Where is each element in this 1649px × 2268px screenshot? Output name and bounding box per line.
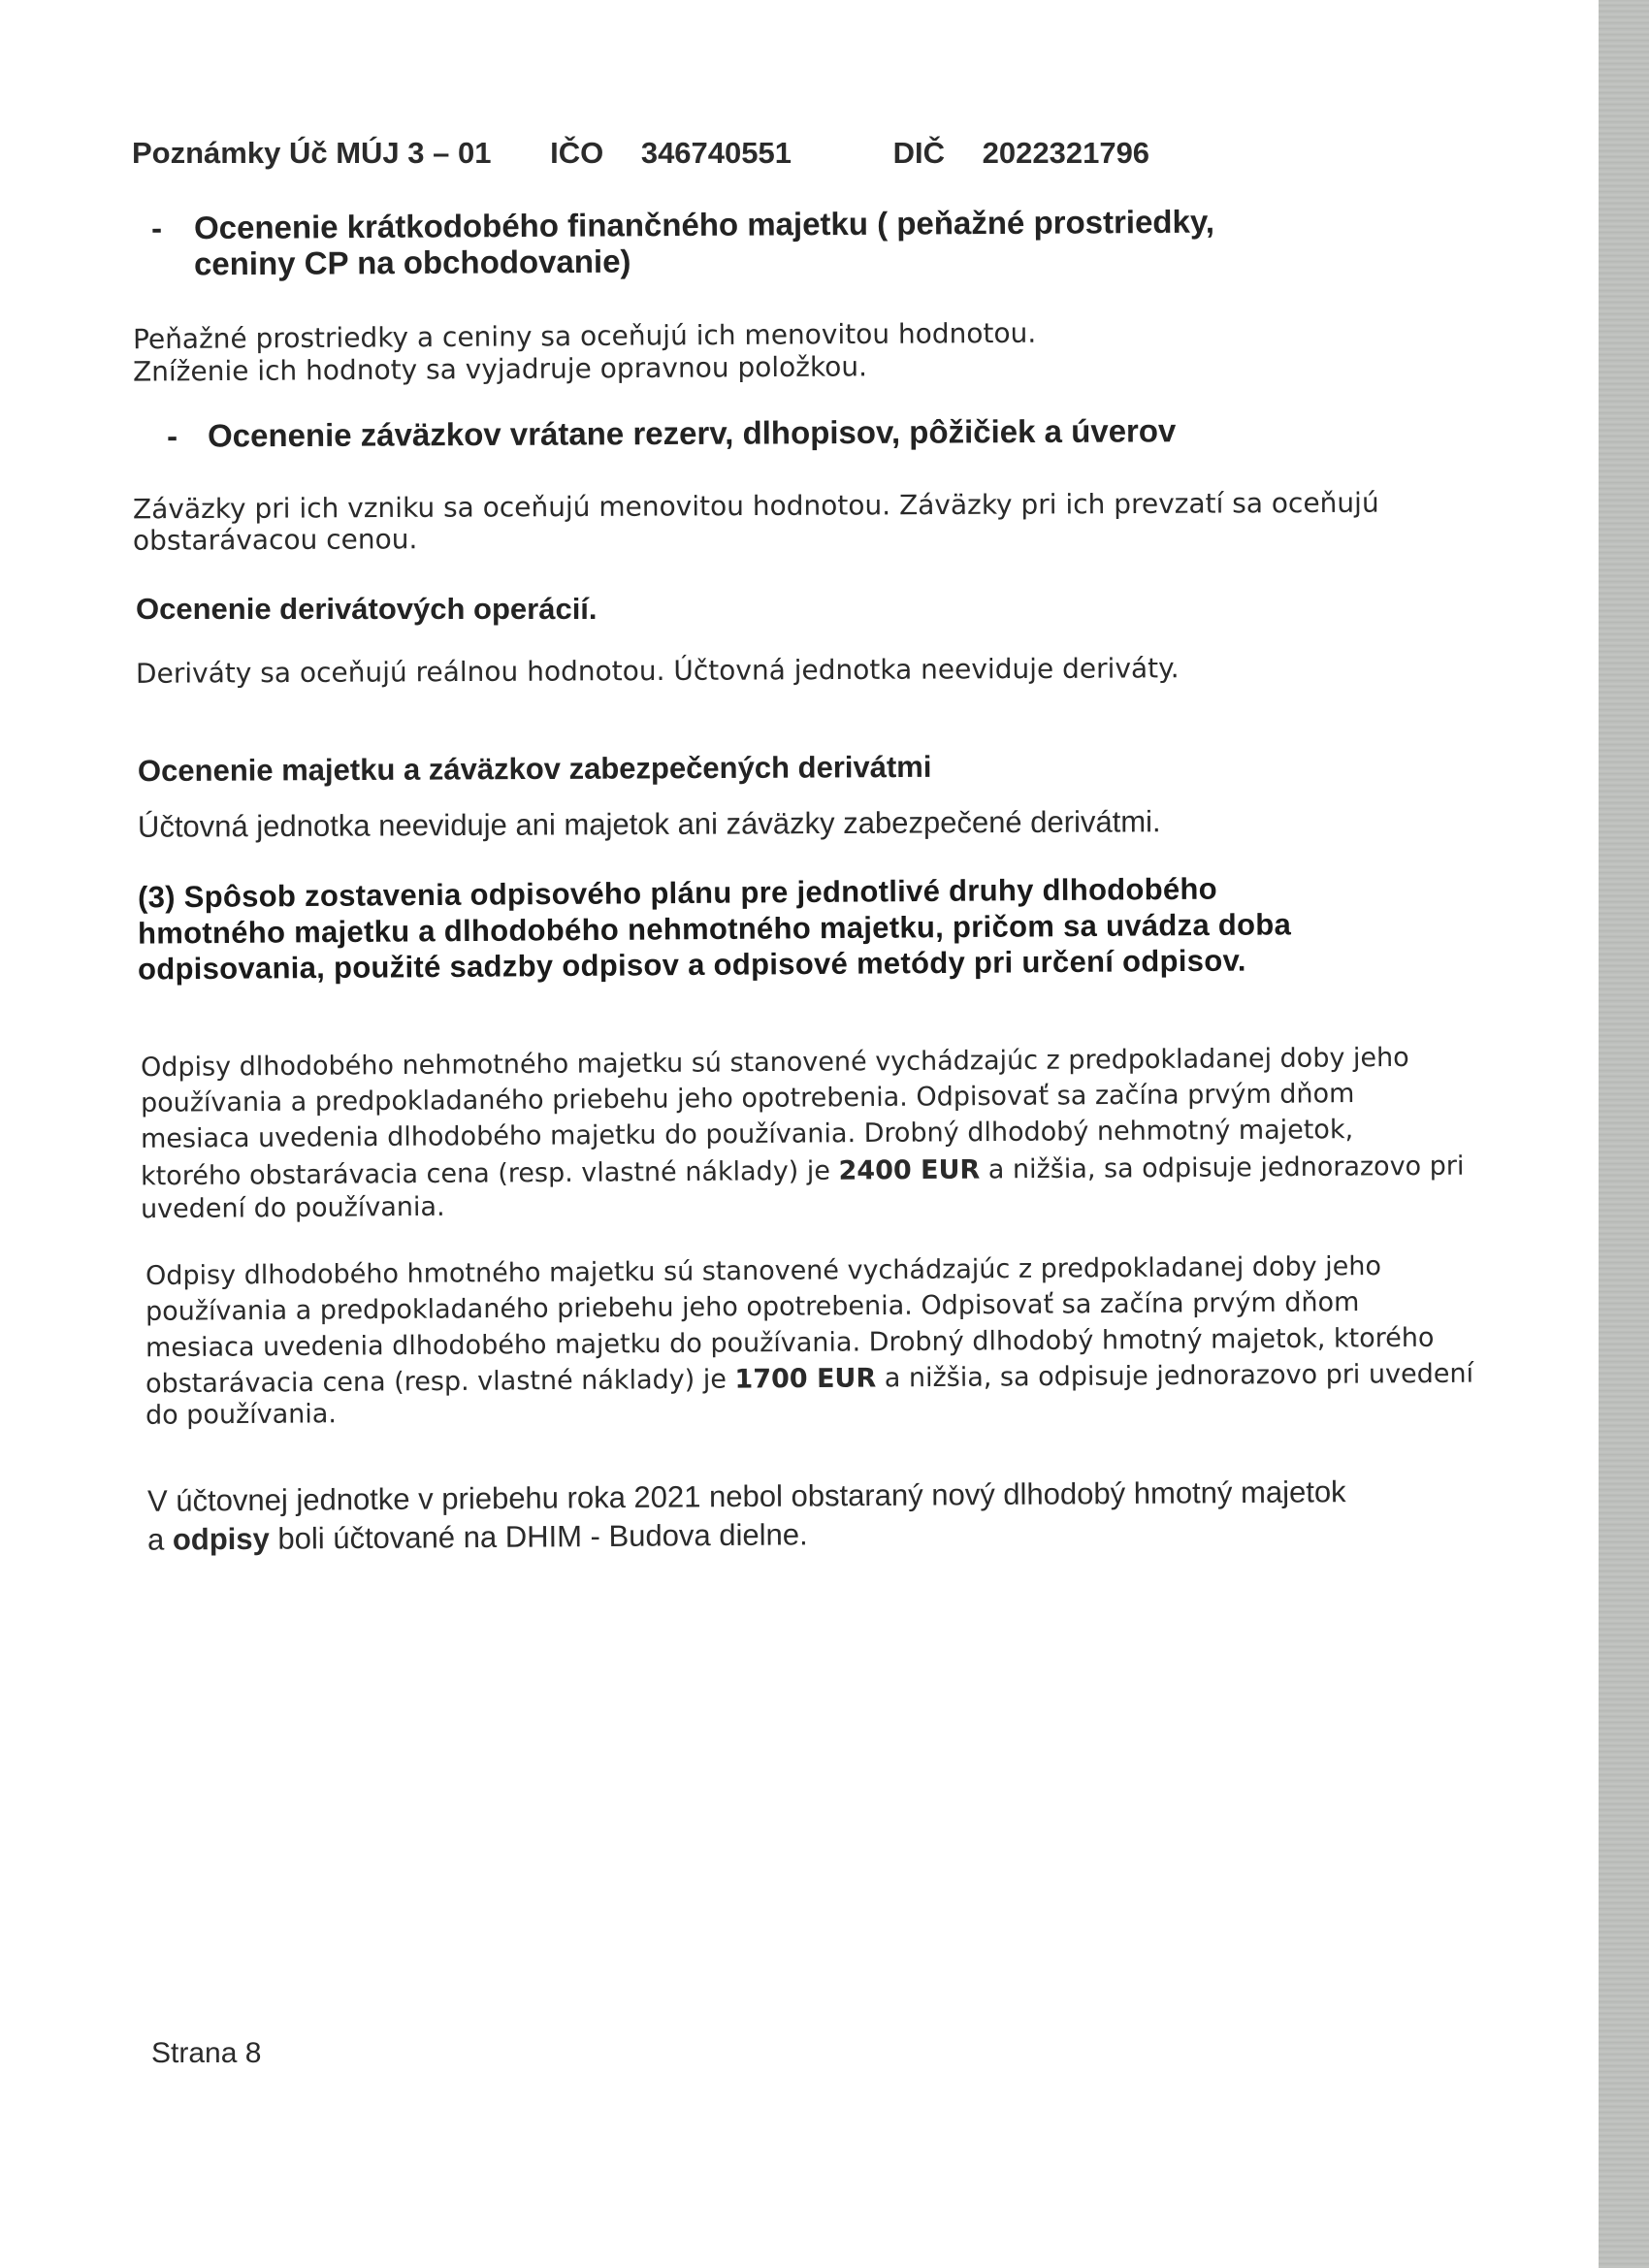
bullet-dash: - <box>150 210 163 246</box>
hedged-heading: Ocenenie majetku a záväzkov zabezpečených derivátmi <box>137 749 932 789</box>
tangible-line5: do používania. <box>145 1399 338 1431</box>
liabilities-text-line2: obstarávacou cenou. <box>132 523 418 557</box>
final-note-line1: V účtovnej jednotke v priebehu roka 2021 nebol obstaraný nový dlhodobý hmotný majetok <box>146 1474 1346 1518</box>
section3-heading-line3: odpisovania, použité sadzby odpisov a odpisové metódy pri určení odpisov. <box>137 943 1246 987</box>
tangible-line1: Odpisy dlhodobého hmotného majetku sú stanovené vychádzajúc z predpokladanej doby jeho <box>145 1250 1382 1292</box>
dic-label: DIČ <box>892 136 946 170</box>
short-term-text-line2: Zníženie ich hodnoty sa vyjadruje opravnou položkou. <box>132 350 868 388</box>
dic-value: 2022321796 <box>982 136 1150 170</box>
ico-value: 346740551 <box>640 136 792 170</box>
section3-heading-line1: (3) Spôsob zostavenia odpisového plánu pre jednotlivé druhy dlhodobého <box>137 871 1218 915</box>
derivatives-heading: Ocenenie derivátových operácií. <box>136 592 598 626</box>
hedged-text: Účtovná jednotka neeviduje ani majetok ani záväzky zabezpečené derivátmi. <box>137 804 1161 844</box>
document-header <box>132 136 1149 171</box>
intangible-line4-start: ktorého obstarávacia cena (resp. vlastné náklady) je <box>140 1155 839 1192</box>
tangible-line4-start: obstarávacia cena (resp. vlastné náklady) je <box>145 1364 735 1400</box>
liabilities-text-line1: Záväzky pri ich vzniku sa oceňujú menovitou hodnotou. Záväzky pri ich prevzatí sa oceňujú <box>132 486 1379 526</box>
final-note-start: a <box>146 1522 174 1557</box>
short-term-heading-text1: Ocenenie krátkodobého finančného majetku ( peňažné prostriedky, <box>193 203 1215 246</box>
intangible-line2: používania a predpokladaného priebehu jeho opotrebenia. Odpisovať sa začína prvým dňom <box>140 1079 1355 1118</box>
page-number: Strana 8 <box>151 2037 262 2069</box>
scan-edge-strip <box>1599 0 1649 2268</box>
intangible-line4-end: a nižšia, sa odpisuje jednorazovo pri <box>980 1150 1465 1185</box>
final-note-end: boli účtované na DHIM - Budova dielne. <box>269 1517 808 1556</box>
tangible-line4-end: a nižšia, sa odpisuje jednorazovo pri uvedení <box>876 1358 1474 1394</box>
derivatives-text: Deriváty sa oceňujú reálnou hodnotou. Účtovná jednotka neeviduje deriváty. <box>135 652 1180 690</box>
intangible-line5: uvedení do používania. <box>140 1191 445 1225</box>
liabilities-heading <box>167 412 1177 454</box>
tangible-line3: mesiaca uvedenia dlhodobého majetku do používania. Drobný dlhodobý hmotný majetok, ktorého <box>145 1322 1435 1364</box>
tangible-line4 <box>146 1359 1473 1400</box>
final-note-line2 <box>147 1517 808 1557</box>
intangible-line1: Odpisy dlhodobého nehmotného majetku sú stanovené vychádzajúc z predpokladanej doby jeho <box>140 1042 1409 1084</box>
liabilities-heading-text: Ocenenie záväzkov vrátane rezerv, dlhopisov, pôžičiek a úverov <box>207 412 1177 454</box>
tangible-threshold-amount: 1700 EUR <box>734 1363 877 1395</box>
section3-heading-line2: hmotného majetku a dlhodobého nehmotného majetku, pričom sa uvádza doba <box>137 907 1292 951</box>
ico-label: IČO <box>550 136 604 170</box>
short-term-text-line1: Peňažné prostriedky a ceniny sa oceňujú ich menovitou hodnotou. <box>132 316 1037 356</box>
header-title: Poznámky Úč MÚJ 3 – 01 <box>132 136 492 170</box>
short-term-heading-line2: ceniny CP na obchodovanie) <box>193 243 631 282</box>
short-term-heading-line1 <box>151 204 1214 247</box>
final-note-bold: odpisy <box>172 1521 270 1557</box>
intangible-threshold-amount: 2400 EUR <box>838 1154 981 1186</box>
bullet-dash: - <box>166 417 178 454</box>
intangible-line4 <box>141 1151 1465 1192</box>
tangible-line2: používania a predpokladaného priebehu jeho opotrebenia. Odpisovať sa začína prvým dňom <box>145 1287 1360 1327</box>
intangible-line3: mesiaca uvedenia dlhodobého majetku do používania. Drobný dlhodobý nehmotný majetok, <box>140 1115 1354 1154</box>
